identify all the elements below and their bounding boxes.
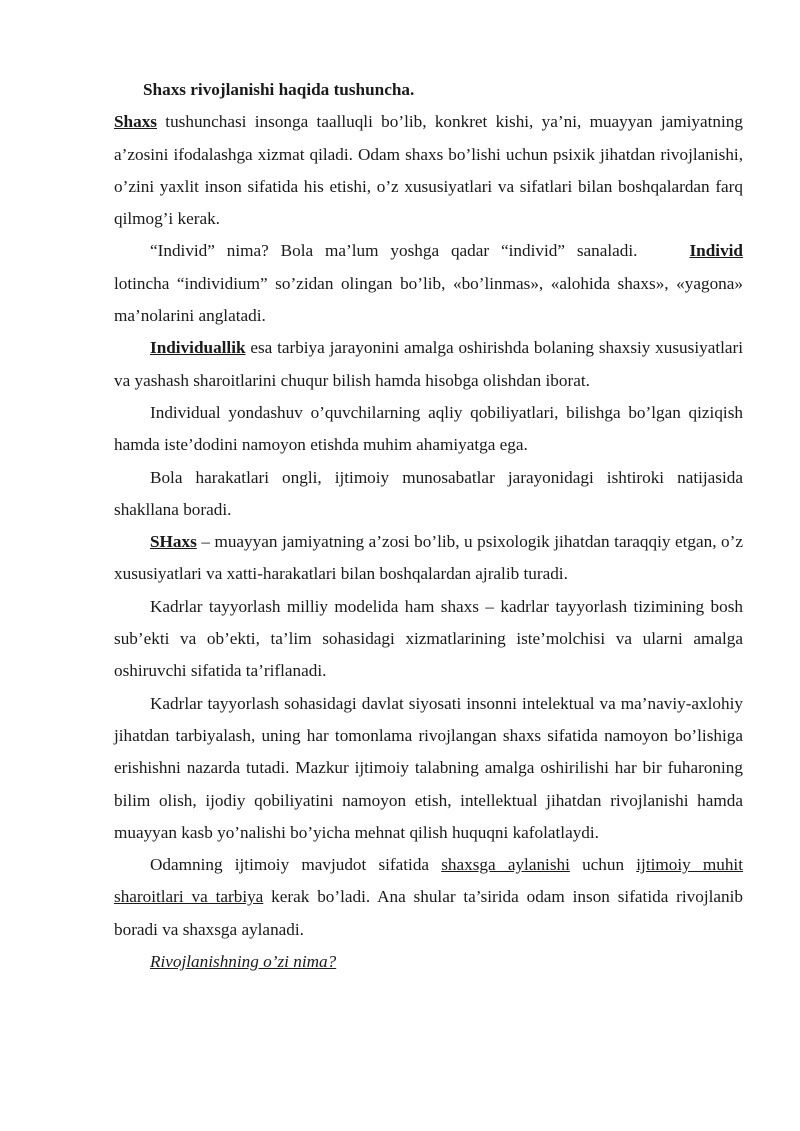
term-shaxs-upper: SHaxs <box>150 532 197 552</box>
paragraph-individ <box>114 235 743 332</box>
subheading <box>114 946 743 978</box>
term-shaxs: Shaxs <box>114 112 157 132</box>
paragraph-text: – muayyan jamiyatning a’zosi bo’lib, u psixologik jihatdan taraqqiy etgan, o’z xususiyatlari va xatti-harakatlari bilan boshqalardan ajralib turadi. <box>114 532 743 584</box>
paragraph-shaxs-definition <box>114 106 743 235</box>
paragraph-individuallik <box>114 332 743 397</box>
paragraph-national-model: Kadrlar tayyorlash milliy modelida ham shaxs – kadrlar tayyorlash tizimining bosh sub’ekti va ob’ekti, ta’lim sohasidagi xizmatlarining iste’molchisi va ularni amalga oshiruvchi sifatida ta’riflanadi. <box>114 596 743 681</box>
document-page <box>114 74 743 978</box>
link-ijtimoiy-muhit[interactable]: ijtimoiy muhit sharoitlari va tarbiya <box>114 855 743 907</box>
paragraph-state-policy: Kadrlar tayyorlash sohasidagi davlat siyosati insonni intelektual va ma’naviy-axlohiy jihatdan tarbiyalash, uning har tomonlama rivojlangan shaxs sifatida namoyon bo’lishiga erishishni nazarda tutadi. Mazkur ijtimoiy talabning amalga oshirilishi har bir fuharoning bilim olish, ijodiy qobiliyatini namoyon etish, intellektual jihatdan rivojlanishi hamda muayyan kasb yo’nalishi bo’yicha mehnat qilish huquqni kafolatlaydi. <box>114 693 743 842</box>
paragraph-social-being <box>114 849 743 946</box>
paragraph-text: lotincha “individium” so’zidan olingan bo’lib, «bo’linmas», «alohida shaxs», «yagona» ma’nolarini anglatadi. <box>114 273 743 326</box>
paragraph-shaxs-psychology <box>114 526 743 591</box>
subheading-text: Rivojlanishning o’zi nima? <box>150 952 337 972</box>
paragraph-text: kerak bo’ladi. Ana shular ta’sirida odam inson sifatida rivojlanib boradi va shaxsga aylanadi. <box>114 887 743 939</box>
term-individ: Individ <box>689 241 743 261</box>
term-individuallik: Individuallik <box>150 338 246 358</box>
document-heading: Shaxs rivojlanishi haqida tushuncha. <box>143 80 415 99</box>
paragraph-text: tushunchasi insonga taalluqli bo’lib, konkret kishi, ya’ni, muayyan jamiyatning a’zosini ifodalashga xizmat qiladi. Odam shaxs bo’lishi uchun psixik jihatdan rivojlanishi, o’zini yaxlit inson sifatida his etishi, o’z xususiyatlari va sifatlari bilan boshqalardan farq qilmog’i kerak. <box>114 112 743 229</box>
paragraph-text: uchun <box>569 855 637 875</box>
paragraph-text: “Individ” nima? Bola ma’lum yoshga qadar “individ” sanaladi. <box>150 241 638 261</box>
paragraph-individual-approach: Individual yondashuv o’quvchilarning aqliy qobiliyatlari, bilishga bo’lgan qiziqish hamda iste’dodini namoyon etishda muhim ahamiyatga ega. <box>114 402 743 455</box>
paragraph-child-actions: Bola harakatlari ongli, ijtimoiy munosabatlar jarayonidagi ishtiroki natijasida shakllana boradi. <box>114 467 743 519</box>
link-shaxsga-aylanishi[interactable]: shaxsga aylanishi <box>441 855 570 875</box>
paragraph-text: esa tarbiya jarayonini amalga oshirishda bolaning shaxsiy xususiyatlari va yashash sharoitlarini chuqur bilish hamda hisobga olishdan iborat. <box>114 338 743 390</box>
paragraph-text: Odamning ijtimoiy mavjudot sifatida <box>150 855 442 875</box>
